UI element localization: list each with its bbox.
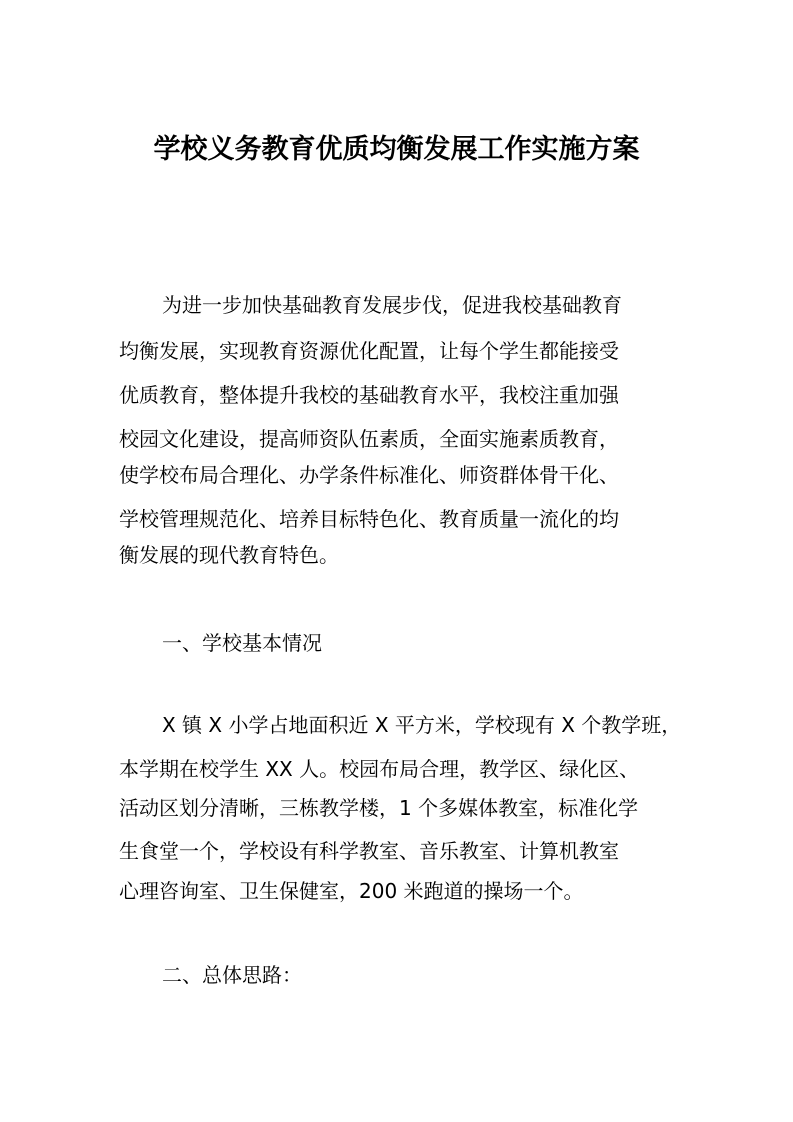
intro-line: 优质教育，整体提升我校的基础教育水平，我校注重加强 bbox=[119, 383, 619, 407]
intro-line: 衡发展的现代教育特色。 bbox=[119, 543, 339, 567]
intro-line: 校园文化建设，提高师资队伍素质，全面实施素质教育， bbox=[119, 427, 619, 451]
section1-line: 生食堂一个，学校设有科学教室、音乐教室、计算机教室 bbox=[119, 839, 619, 863]
section-heading: 二、总体思路： bbox=[162, 963, 302, 987]
intro-line: 为进一步加快基础教育发展步伐，促进我校基础教育 bbox=[162, 293, 622, 317]
section1-line: 本学期在校学生 XX 人。校园布局合理，教学区、绿化区、 bbox=[119, 757, 640, 781]
section1-line: 活动区划分清晰，三栋教学楼，1 个多媒体教室，标准化学 bbox=[119, 796, 639, 820]
intro-line: 学校管理规范化、培养目标特色化、教育质量一流化的均 bbox=[119, 507, 619, 531]
intro-line: 使学校布局合理化、办学条件标准化、师资群体骨干化、 bbox=[119, 463, 619, 487]
document-title: 学校义务教育优质均衡发展工作实施方案 bbox=[153, 134, 640, 165]
section1-line: 心理咨询室、卫生保健室，200 米跑道的操场一个。 bbox=[119, 879, 584, 903]
intro-line: 均衡发展，实现教育资源优化配置，让每个学生都能接受 bbox=[119, 339, 619, 363]
section-heading: 一、学校基本情况 bbox=[162, 631, 322, 655]
section1-line: X 镇 X 小学占地面积近 X 平方米，学校现有 X 个教学班， bbox=[162, 713, 682, 737]
